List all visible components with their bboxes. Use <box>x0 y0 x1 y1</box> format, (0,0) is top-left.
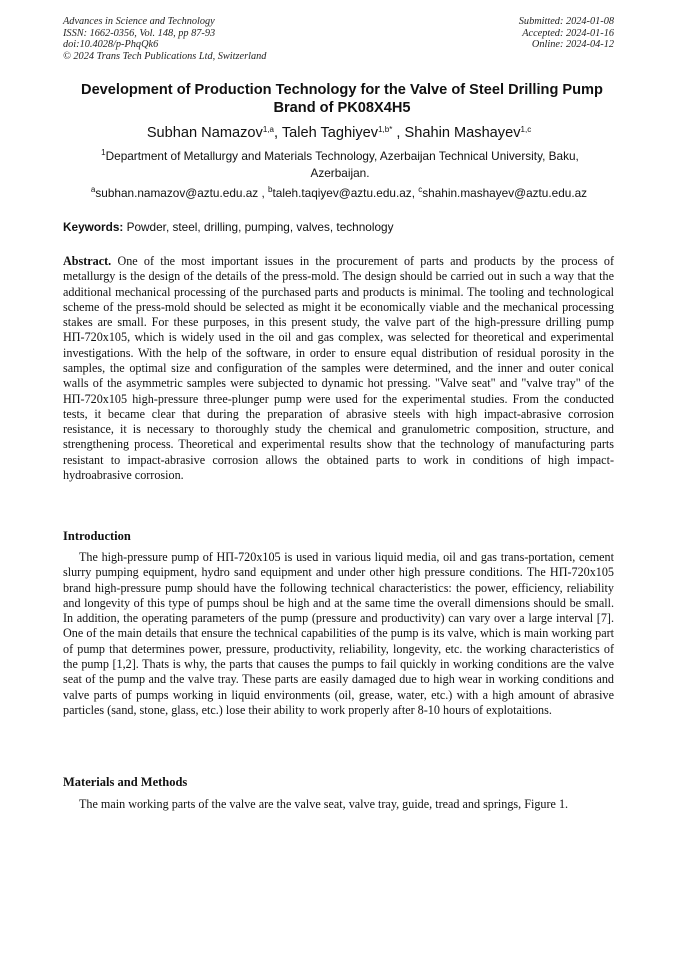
introduction-heading: Introduction <box>63 529 131 543</box>
methods-heading: Materials and Methods <box>63 775 188 789</box>
author-affil-sup: 1,b* <box>378 125 393 134</box>
abstract-label: Abstract. <box>63 254 112 268</box>
keywords-text: Powder, steel, drilling, pumping, valves, technology <box>126 220 394 234</box>
email-sup: b <box>268 185 273 194</box>
email-link[interactable]: taleh.taqiyev@aztu.edu.az <box>272 186 412 200</box>
submitted-date: Submitted: 2024-01-08 <box>518 16 614 27</box>
author-affil-sup: 1,a <box>262 125 274 134</box>
abstract <box>63 254 614 483</box>
keywords-label: Keywords: <box>63 220 124 234</box>
issn-volume: ISSN: 1662-0356, Vol. 148, pp 87-93 <box>63 27 216 39</box>
keywords <box>63 219 615 235</box>
affiliation-text: Department of Metallurgy and Materials Technology, Azerbaijan Technical University, Baku, Azerbaijan. <box>105 149 579 180</box>
author-list: Subhan Namazov$^{1,a}$, Taleh Taghiyev$^{1,b*}$ , Shahin Mashayev$^{1,c}$ <box>146 125 532 141</box>
affiliation <box>80 148 600 182</box>
author-name: Subhan Namazov <box>146 125 263 141</box>
email-sup: a <box>90 185 96 194</box>
introduction-paragraph: The high-pressure pump of НП-720х105 is used in various liquid media, oil and gas trans-portation, cement slurry pumping equipment, hydro sand equipment and under other high pressure conditions. The НП-720х105 brand high-pressure pump should have the following technical characteristics: the power, efficiency, reliability and longevity of this type of pumps shoul be high and at the same time the overall dimensions should be small. In addition, the operating parameters of the pump (pressure and productivity) can vary over a large interval [7]. One of the main details that ensure the technical capabilities of the pump is its valve, which is main working part of pump that determines power, pressure, productivity, reliability, longevity, etc. the working characteristics of the pump [1,2]. Thats is why, the parts that causes the pumps to fail quickly in working conditions are the valve seat of the pump and the valve tray. These parts are easily damaged due to high wear in working conditions and valve parts of pumps working in liquid environments (oil, grease, water, etc.) with a high amount of abrasive particles (sand, stone, glass, etc.) lose their ability to work properly after 8-10 hours of explotaitions. <box>63 550 614 717</box>
copyright: © 2024 Trans Tech Publications Ltd, Switzerland <box>63 50 267 62</box>
online-date: Online: 2024-04-12 <box>531 39 614 51</box>
accepted-date: Accepted: 2024-01-16 <box>522 27 614 39</box>
author-name: Shahin Mashayev <box>404 125 521 141</box>
email-link[interactable]: shahin.mashayev@aztu.edu.az <box>422 186 588 200</box>
author-affil-sup: 1,c <box>520 125 532 134</box>
affiliation-sup: 1 <box>101 148 106 157</box>
methods-paragraph: The main working parts of the valve are the valve seat, valve tray, guide, tread and springs, Figure 1. <box>79 797 569 811</box>
doi[interactable]: doi:10.4028/p-PhqQk6 <box>63 39 159 51</box>
email-list: $^a$subhan.namazov@aztu.edu.az , $^b$taleh.taqiyev@aztu.edu.az, $^c$shahin.mashayev@aztu.edu.az <box>90 185 588 200</box>
paper-title: Development of Production Technology for the Valve of Steel Drilling Pump Brand of PK08X4H5 <box>81 82 603 116</box>
abstract-text: One of the most important issues in the procurement of parts and products by the process of metallurgy is the design of the details of the press-mold. The design should be carried out in such a way that the additional mechanical processing of the purchased parts and products is minimal. The tooling and technological scheme of the press-mold should be selected as might it be economically viable and the mechanical processing stakes are small. For these purposes, in this present study, the valve part of the high-pressure drilling pump НП-720х105, which is widely used in the oil and gas complex, was selected for theoretical and experimental investigations. With the help of the software, in order to ensure equal distribution of residual porosity in the samples, the optimal size and configuration of the samples were determined, and the inner and outer conical walls of the asymmetric samples were subjected to dynamic hot pressing. "Valve seat" and "valve tray" of the НП-720х105 high-pressure three-plunger pump were used for the experimental studies. From the conducted tests, it became clear that during the preparation of abrasive steels with high impact-abrasive corrosion resistance, it is necessary to thoroughly study the chemical and granulometric composition, structure, and strengthening process. Theoretical and experimental results show that the technology of manufacturing parts resistant to impact-abrasive corrosion allows the obtained parts to work in conditions of high impact-hydroabrasive corrosion. <box>63 254 614 482</box>
journal-info <box>63 16 266 62</box>
email-sup: c <box>418 185 423 194</box>
dates-info <box>519 16 614 51</box>
journal-name: Advances in Science and Technology <box>63 16 215 27</box>
email-link[interactable]: subhan.namazov@aztu.edu.az <box>95 186 259 200</box>
author-name: Taleh Taghiyev <box>281 125 379 141</box>
